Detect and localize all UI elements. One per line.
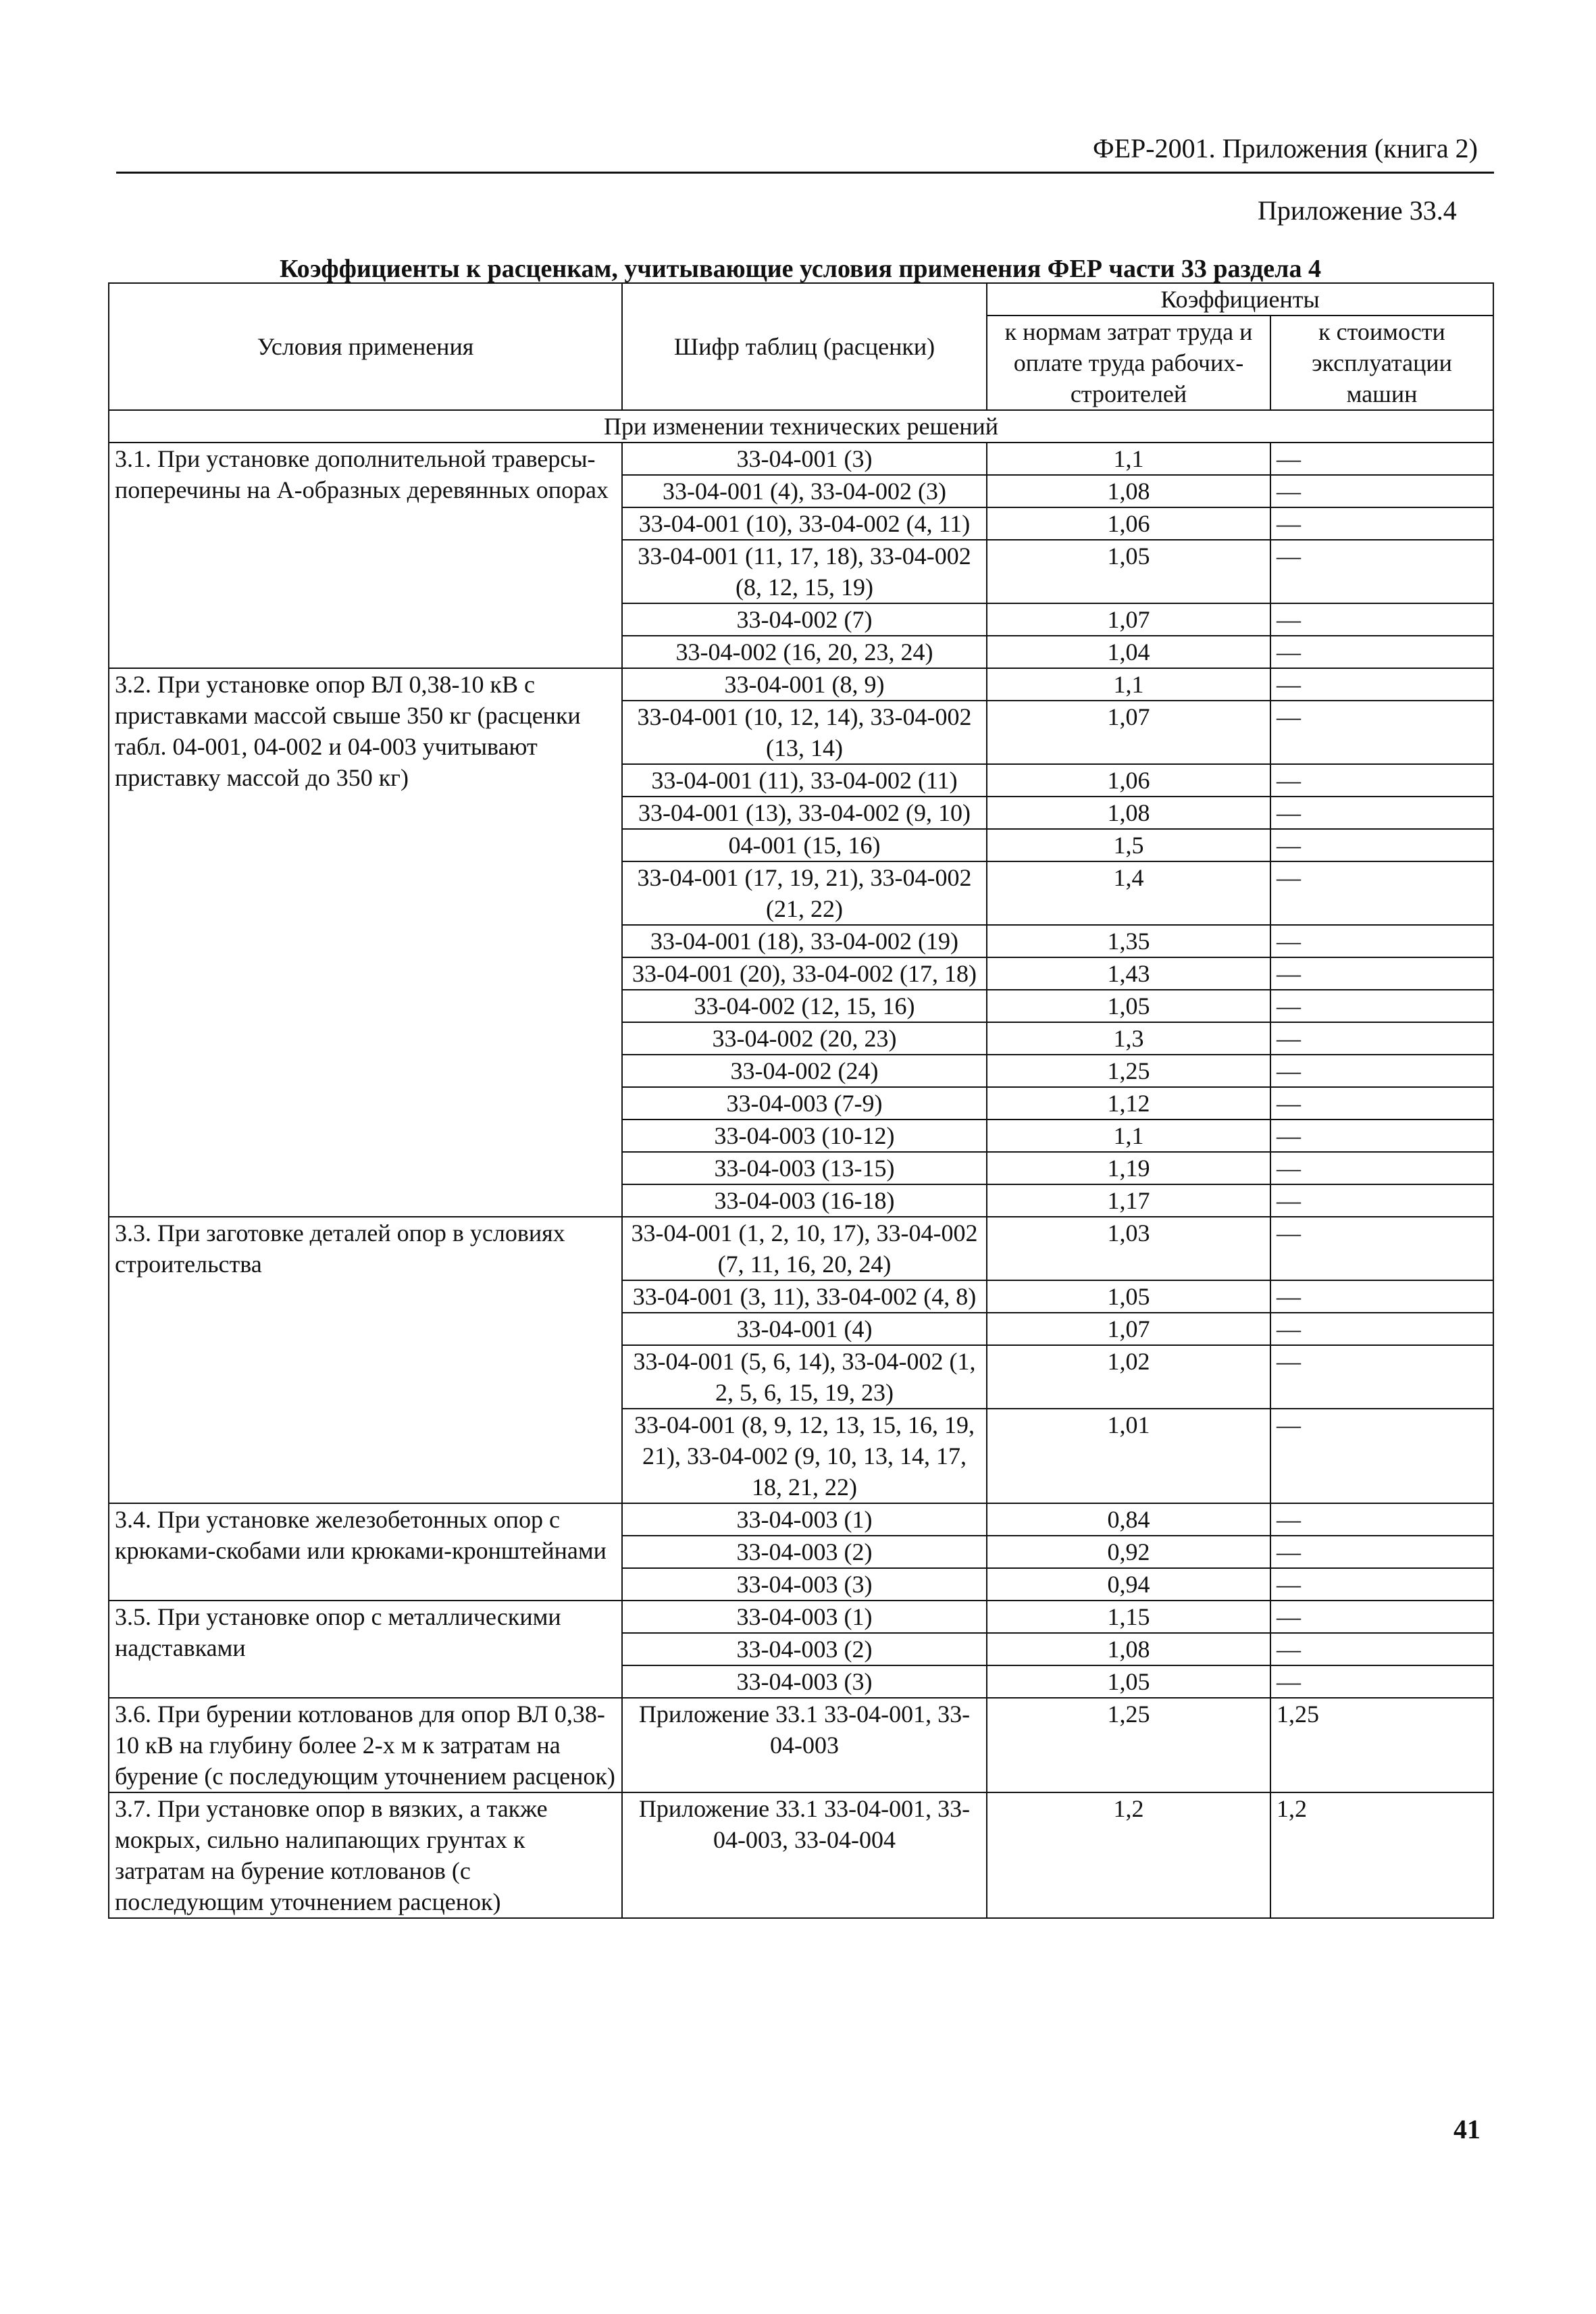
- labor-coefficient-cell: 1,12: [987, 1087, 1270, 1120]
- machines-coefficient-cell: —: [1270, 1313, 1493, 1345]
- labor-coefficient-cell: 1,2: [987, 1792, 1270, 1918]
- code-cell: 33-04-001 (18), 33-04-002 (19): [622, 925, 987, 957]
- code-cell: 33-04-002 (20, 23): [622, 1022, 987, 1055]
- code-cell: 33-04-001 (11), 33-04-002 (11): [622, 764, 987, 797]
- machines-coefficient-cell: —: [1270, 861, 1493, 925]
- code-cell: 33-04-003 (16-18): [622, 1184, 987, 1217]
- labor-coefficient-cell: 1,07: [987, 1313, 1270, 1345]
- table-title: Коэффициенты к расценкам, учитывающие условия применения ФЕР части 33 раздела 4: [279, 255, 1321, 283]
- header-labor: к нормам затрат труда и оплате труда рабочих-строителей: [987, 316, 1270, 410]
- machines-coefficient-cell: —: [1270, 829, 1493, 861]
- code-cell: Приложение 33.1 33-04-001, 33-04-003, 33-04-004: [622, 1792, 987, 1918]
- machines-coefficient-cell: —: [1270, 1055, 1493, 1087]
- labor-coefficient-cell: 1,1: [987, 668, 1270, 701]
- coefficients-table: [108, 282, 1494, 1919]
- machines-coefficient-cell: —: [1270, 1536, 1493, 1568]
- machines-coefficient-cell: —: [1270, 797, 1493, 829]
- code-cell: 33-04-001 (4): [622, 1313, 987, 1345]
- labor-coefficient-cell: 1,05: [987, 540, 1270, 603]
- code-cell: 04-001 (15, 16): [622, 829, 987, 861]
- machines-coefficient-cell: —: [1270, 1022, 1493, 1055]
- labor-coefficient-cell: 1,4: [987, 861, 1270, 925]
- machines-coefficient-cell: —: [1270, 1280, 1493, 1313]
- machines-coefficient-cell: —: [1270, 1601, 1493, 1633]
- code-cell: 33-04-001 (10, 12, 14), 33-04-002 (13, 14): [622, 701, 987, 764]
- machines-coefficient-cell: —: [1270, 1087, 1493, 1120]
- table-row: [109, 1503, 1493, 1536]
- section-row: [109, 410, 1493, 443]
- code-cell: 33-04-001 (17, 19, 21), 33-04-002 (21, 22): [622, 861, 987, 925]
- code-cell: 33-04-001 (20), 33-04-002 (17, 18): [622, 957, 987, 990]
- code-cell: Приложение 33.1 33-04-001, 33-04-003: [622, 1698, 987, 1792]
- machines-coefficient-cell: —: [1270, 668, 1493, 701]
- code-cell: 33-04-003 (7-9): [622, 1087, 987, 1120]
- machines-coefficient-cell: —: [1270, 1152, 1493, 1184]
- table-row: [109, 1698, 1493, 1792]
- labor-coefficient-cell: 1,01: [987, 1409, 1270, 1503]
- code-cell: 33-04-003 (1): [622, 1503, 987, 1536]
- labor-coefficient-cell: 1,25: [987, 1698, 1270, 1792]
- code-cell: 33-04-001 (8, 9, 12, 13, 15, 16, 19, 21), 33-04-002 (9, 10, 13, 14, 17, 18, 21, 22): [622, 1409, 987, 1503]
- labor-coefficient-cell: 0,84: [987, 1503, 1270, 1536]
- machines-coefficient-cell: —: [1270, 540, 1493, 603]
- labor-coefficient-cell: 0,94: [987, 1568, 1270, 1601]
- machines-coefficient-cell: —: [1270, 603, 1493, 636]
- machines-coefficient-cell: —: [1270, 1568, 1493, 1601]
- header-machines: к стоимости эксплуатации машин: [1270, 316, 1493, 410]
- machines-coefficient-cell: —: [1270, 1503, 1493, 1536]
- condition-cell: 3.7. При установке опор в вязких, а также мокрых, сильно налипающих грунтах к затратам на бурение котлованов (с последующим уточнением расценок): [109, 1792, 622, 1918]
- labor-coefficient-cell: 1,07: [987, 603, 1270, 636]
- header-rule: [116, 172, 1494, 174]
- labor-coefficient-cell: 1,35: [987, 925, 1270, 957]
- machines-coefficient-cell: —: [1270, 957, 1493, 990]
- condition-cell: 3.1. При установке дополнительной траверсы-поперечины на А-образных деревянных опорах: [109, 443, 622, 668]
- machines-coefficient-cell: —: [1270, 925, 1493, 957]
- machines-coefficient-cell: —: [1270, 1120, 1493, 1152]
- code-cell: 33-04-002 (7): [622, 603, 987, 636]
- labor-coefficient-cell: 1,17: [987, 1184, 1270, 1217]
- condition-cell: 3.5. При установке опор с металлическими надставками: [109, 1601, 622, 1698]
- code-cell: 33-04-001 (11, 17, 18), 33-04-002 (8, 12, 15, 19): [622, 540, 987, 603]
- header-conditions: Условия применения: [109, 283, 622, 410]
- code-cell: 33-04-003 (2): [622, 1536, 987, 1568]
- labor-coefficient-cell: 1,06: [987, 507, 1270, 540]
- code-cell: 33-04-001 (1, 2, 10, 17), 33-04-002 (7, 11, 16, 20, 24): [622, 1217, 987, 1280]
- machines-coefficient-cell: —: [1270, 701, 1493, 764]
- condition-cell: 3.2. При установке опор ВЛ 0,38-10 кВ с приставками массой свыше 350 кг (расценки табл. 04-001, 04-002 и 04-003 учитывают приставку массой до 350 кг): [109, 668, 622, 1217]
- machines-coefficient-cell: —: [1270, 1665, 1493, 1698]
- condition-cell: 3.6. При бурении котлованов для опор ВЛ 0,38-10 кВ на глубину более 2-х м к затратам на бурение (с последующим уточнением расценок): [109, 1698, 622, 1792]
- code-cell: 33-04-003 (2): [622, 1633, 987, 1665]
- condition-cell: 3.3. При заготовке деталей опор в условиях строительства: [109, 1217, 622, 1503]
- condition-cell: 3.4. При установке железобетонных опор с крюками-скобами или крюками-кронштейнами: [109, 1503, 622, 1601]
- table-row: [109, 1217, 1493, 1280]
- section-title: При изменении технических решений: [109, 410, 1493, 443]
- code-cell: 33-04-003 (10-12): [622, 1120, 987, 1152]
- machines-coefficient-cell: —: [1270, 990, 1493, 1022]
- machines-coefficient-cell: —: [1270, 764, 1493, 797]
- machines-coefficient-cell: —: [1270, 636, 1493, 668]
- labor-coefficient-cell: 1,08: [987, 1633, 1270, 1665]
- labor-coefficient-cell: 1,05: [987, 990, 1270, 1022]
- table-row: [109, 1601, 1493, 1633]
- labor-coefficient-cell: 1,04: [987, 636, 1270, 668]
- table-row: [109, 1792, 1493, 1918]
- labor-coefficient-cell: 1,02: [987, 1345, 1270, 1409]
- code-cell: 33-04-002 (12, 15, 16): [622, 990, 987, 1022]
- labor-coefficient-cell: 1,3: [987, 1022, 1270, 1055]
- table-body: [109, 410, 1493, 1918]
- code-cell: 33-04-001 (4), 33-04-002 (3): [622, 475, 987, 507]
- code-cell: 33-04-001 (5, 6, 14), 33-04-002 (1, 2, 5, 6, 15, 19, 23): [622, 1345, 987, 1409]
- page-number: 41: [1453, 2114, 1481, 2144]
- machines-coefficient-cell: —: [1270, 443, 1493, 475]
- machines-coefficient-cell: 1,2: [1270, 1792, 1493, 1918]
- labor-coefficient-cell: 1,43: [987, 957, 1270, 990]
- machines-coefficient-cell: —: [1270, 1345, 1493, 1409]
- code-cell: 33-04-001 (10), 33-04-002 (4, 11): [622, 507, 987, 540]
- table-row: [109, 668, 1493, 701]
- labor-coefficient-cell: 1,05: [987, 1280, 1270, 1313]
- code-cell: 33-04-003 (1): [622, 1601, 987, 1633]
- header-coefficients: Коэффициенты: [987, 283, 1493, 316]
- header-row: [109, 283, 1493, 316]
- labor-coefficient-cell: 1,19: [987, 1152, 1270, 1184]
- code-cell: 33-04-002 (16, 20, 23, 24): [622, 636, 987, 668]
- code-cell: 33-04-001 (3, 11), 33-04-002 (4, 8): [622, 1280, 987, 1313]
- machines-coefficient-cell: —: [1270, 1184, 1493, 1217]
- labor-coefficient-cell: 1,1: [987, 1120, 1270, 1152]
- machines-coefficient-cell: —: [1270, 1633, 1493, 1665]
- labor-coefficient-cell: 1,1: [987, 443, 1270, 475]
- machines-coefficient-cell: —: [1270, 1409, 1493, 1503]
- machines-coefficient-cell: 1,25: [1270, 1698, 1493, 1792]
- labor-coefficient-cell: 1,08: [987, 475, 1270, 507]
- code-cell: 33-04-001 (8, 9): [622, 668, 987, 701]
- labor-coefficient-cell: 1,15: [987, 1601, 1270, 1633]
- labor-coefficient-cell: 1,25: [987, 1055, 1270, 1087]
- code-cell: 33-04-001 (3): [622, 443, 987, 475]
- labor-coefficient-cell: 1,03: [987, 1217, 1270, 1280]
- running-header: ФЕР-2001. Приложения (книга 2): [1093, 133, 1478, 164]
- code-cell: 33-04-002 (24): [622, 1055, 987, 1087]
- table-row: [109, 443, 1493, 475]
- machines-coefficient-cell: —: [1270, 475, 1493, 507]
- code-cell: 33-04-001 (13), 33-04-002 (9, 10): [622, 797, 987, 829]
- labor-coefficient-cell: 1,5: [987, 829, 1270, 861]
- labor-coefficient-cell: 1,07: [987, 701, 1270, 764]
- appendix-label: Приложение 33.4: [1258, 195, 1457, 226]
- code-cell: 33-04-003 (3): [622, 1665, 987, 1698]
- labor-coefficient-cell: 0,92: [987, 1536, 1270, 1568]
- machines-coefficient-cell: —: [1270, 507, 1493, 540]
- machines-coefficient-cell: —: [1270, 1217, 1493, 1280]
- labor-coefficient-cell: 1,06: [987, 764, 1270, 797]
- labor-coefficient-cell: 1,08: [987, 797, 1270, 829]
- labor-coefficient-cell: 1,05: [987, 1665, 1270, 1698]
- code-cell: 33-04-003 (13-15): [622, 1152, 987, 1184]
- header-code: Шифр таблиц (расценки): [622, 283, 987, 410]
- code-cell: 33-04-003 (3): [622, 1568, 987, 1601]
